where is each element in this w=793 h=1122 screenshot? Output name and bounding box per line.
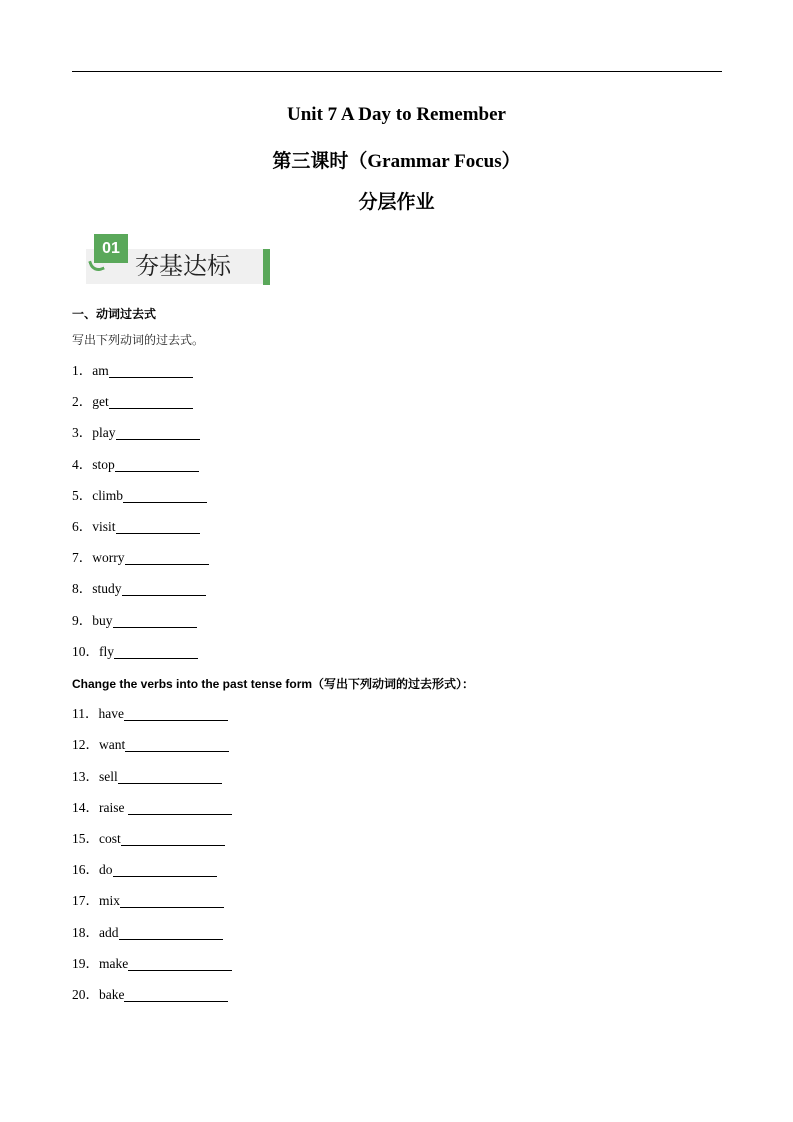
- answer-blank[interactable]: [121, 831, 225, 846]
- item-number: 8．: [72, 581, 93, 596]
- answer-blank[interactable]: [124, 987, 228, 1002]
- answer-blank[interactable]: [109, 394, 193, 409]
- exercise-item: [72, 736, 229, 754]
- answer-blank[interactable]: [120, 893, 224, 908]
- item-number: 19．: [72, 956, 99, 971]
- answer-blank[interactable]: [124, 706, 228, 721]
- item-verb: climb: [92, 488, 123, 503]
- exercise-item: [72, 580, 206, 598]
- item-number: 6．: [72, 519, 93, 534]
- item-verb: make: [99, 956, 129, 971]
- item-number: 13．: [72, 769, 99, 784]
- exercise-item: [72, 768, 222, 786]
- item-verb: play: [92, 425, 116, 440]
- item-verb: get: [92, 394, 109, 409]
- item-number: 11．: [72, 706, 99, 721]
- exercise-item: [72, 799, 232, 817]
- item-verb: am: [92, 363, 109, 378]
- exercise-item: [72, 861, 217, 879]
- item-number: 20．: [72, 987, 99, 1002]
- item-number: 10．: [72, 644, 99, 659]
- item-number: 5．: [72, 488, 93, 503]
- header-rule: [72, 71, 722, 72]
- item-number: 1．: [72, 363, 93, 378]
- item-number: 4．: [72, 457, 93, 472]
- item-verb: cost: [99, 831, 121, 846]
- item-verb: want: [99, 737, 126, 752]
- item-number: 14．: [72, 800, 99, 815]
- item-number: 3．: [72, 425, 93, 440]
- item-verb: raise: [99, 800, 128, 815]
- item-verb: sell: [99, 769, 118, 784]
- exercise-item: [72, 924, 223, 942]
- answer-blank[interactable]: [116, 425, 200, 440]
- exercise-item: [72, 830, 225, 848]
- answer-blank[interactable]: [128, 800, 232, 815]
- exercise-item: [72, 518, 200, 536]
- section1-instruction: 写出下列动词的过去式。: [72, 333, 205, 347]
- item-verb: buy: [92, 613, 113, 628]
- exercise-item: [72, 393, 193, 411]
- item-verb: add: [99, 925, 119, 940]
- exercise-item: [72, 487, 207, 505]
- item-verb: do: [99, 862, 113, 877]
- lesson-title: 第三课时（Grammar Focus）: [272, 151, 521, 172]
- exercise-item: [72, 955, 232, 973]
- exercise-item: [72, 612, 197, 630]
- badge-number: 01: [94, 234, 128, 263]
- exercise-item: [72, 549, 209, 567]
- exercise-item: [72, 705, 228, 723]
- item-verb: worry: [92, 550, 125, 565]
- badge-bar: [263, 249, 270, 285]
- homework-title: 分层作业: [358, 192, 435, 213]
- item-number: 15．: [72, 831, 99, 846]
- answer-blank[interactable]: [113, 613, 197, 628]
- answer-blank[interactable]: [118, 769, 222, 784]
- section-badge: [84, 233, 271, 286]
- answer-blank[interactable]: [125, 737, 229, 752]
- item-verb: bake: [99, 987, 125, 1002]
- item-verb: mix: [99, 893, 121, 908]
- answer-blank[interactable]: [122, 581, 206, 596]
- exercise-item: [72, 424, 200, 442]
- exercise-item: [72, 892, 224, 910]
- item-verb: have: [98, 706, 124, 721]
- item-number: 2．: [72, 394, 93, 409]
- exercise-item: [72, 362, 193, 380]
- answer-blank[interactable]: [116, 519, 200, 534]
- badge-label: 夯基达标: [135, 252, 231, 280]
- item-verb: study: [92, 581, 122, 596]
- item-number: 18．: [72, 925, 99, 940]
- exercise-item: [72, 643, 198, 661]
- item-number: 7．: [72, 550, 93, 565]
- answer-blank[interactable]: [123, 488, 207, 503]
- answer-blank[interactable]: [113, 862, 217, 877]
- section2-heading: Change the verbs into the past tense form（写出下列动词的过去形式）：: [72, 677, 475, 691]
- exercise-item: [72, 456, 199, 474]
- unit-title: Unit 7 A Day to Remember: [287, 104, 506, 125]
- item-verb: visit: [92, 519, 116, 534]
- answer-blank[interactable]: [119, 925, 223, 940]
- answer-blank[interactable]: [115, 457, 199, 472]
- answer-blank[interactable]: [109, 363, 193, 378]
- item-verb: fly: [99, 644, 114, 659]
- item-number: 16．: [72, 862, 99, 877]
- answer-blank[interactable]: [128, 956, 232, 971]
- answer-blank[interactable]: [114, 644, 198, 659]
- section1-heading: 一、动词过去式: [72, 307, 157, 321]
- item-verb: stop: [92, 457, 115, 472]
- exercise-item: [72, 986, 228, 1004]
- answer-blank[interactable]: [125, 550, 209, 565]
- item-number: 9．: [72, 613, 93, 628]
- item-number: 17．: [72, 893, 99, 908]
- item-number: 12．: [72, 737, 99, 752]
